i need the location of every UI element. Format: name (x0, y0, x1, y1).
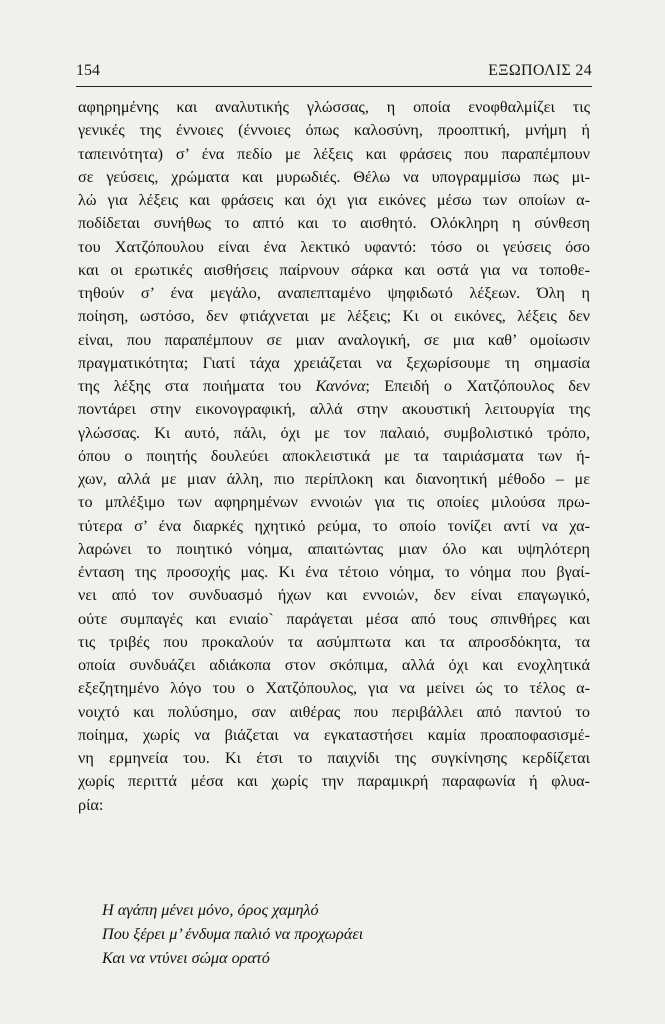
body-line: όπου ο ποιητής δουλεύει αποκλειστικά με τα ταιριάσματα των ή- (78, 446, 590, 465)
body-line: είναι, που παραπέμπουν σε μιαν αναλογική, σε μια καθ’ ομοίωσιν (78, 330, 590, 349)
body-line: λώ για λέξεις και φράσεις και όχι για εικόνες μέσω των οποίων α- (78, 191, 590, 209)
body-line: ποντάρει στην εικονογραφική, αλλά στην ακουστική λειτουργία της (78, 400, 590, 419)
body-line: εξεζητημένο λόγο του ο Χατζόπουλος, για να μείνει ώς το τέλος α- (78, 679, 590, 698)
body-line: τύτερα σ’ ένα διαρκές ηχητικό ρεύμα, το οποίο τονίζει αντί να χα- (78, 516, 590, 535)
journal-title: ΕΞΩΠΟΛΙΣ 24 (488, 62, 592, 79)
body-line: γενικές της έννοιες (έννοιες όπως καλοσύνη, προοπτική, μνήμη ή (78, 121, 590, 140)
body-line: ποδίδεται συνήθως το απτό και το αισθητό. Ολόκληρη η σύνθεση (78, 214, 590, 233)
body-line: γλώσσας. Κι αυτό, πάλι, όχι με τον παλαιό, συμβολιστικό τρόπο, (78, 423, 590, 442)
body-line: ένταση της προσοχής μας. Κι ένα τέτοιο νόημα, το νόημα που βγαί- (78, 563, 590, 581)
body-line: πραγματικότητα; Γιατί τάχα χρειάζεται να ξεχωρίσουμε τη σημασία (78, 353, 590, 372)
body-line: οποία συνδυάζει αδιάκοπα στον σκόπιμα, αλλά όχι και ενοχλητικά (78, 656, 590, 674)
running-header (76, 62, 592, 84)
body-line: τις τριβές που προκαλούν τα ασύμπτωτα και τα απροσδόκητα, τα (78, 632, 590, 651)
body-line: σε γεύσεις, χρώματα και μυρωδιές. Θέλω να υπογραμμίσω πως μι- (78, 167, 590, 186)
page-number: 154 (76, 62, 100, 79)
body-line: νει από τον συνδυασμό ήχων και εννοιών, δεν είναι επαγωγικό, (78, 586, 590, 605)
verse-line: Και να ντύνει σώμα ορατό (102, 949, 270, 967)
body-line: λαρώνει το ποιητικό νόημα, απαιτώντας μιαν όλο και υψηλότερη (78, 539, 590, 558)
body-line: ποίηση, ωστόσο, δεν φτιάχνεται με λέξεις; Κι οι εικόνες, λέξεις δεν (78, 307, 590, 326)
body-line: αφηρημένης και αναλυτικής γλώσσας, η οποία ενοφθαλμίζει τις (78, 98, 590, 116)
body-line: ταπεινότητα) σ’ ένα πεδίο με λέξεις και φράσεις που παραπέμπουν (78, 144, 590, 163)
book-title-italic: Κανόνα (315, 377, 366, 395)
body-line: νοιχτό και πολύσημο, σαν αιθέρας που περιβάλλει από παντού το (78, 702, 590, 721)
body-line: ούτε συμπαγές και ενιαίο` παράγεται μέσα από τους σπινθήρες και (78, 609, 590, 628)
body-line: χωρίς περιττά μέσα και χωρίς την παραμικρή παραφωνία ή φλυα- (78, 772, 590, 791)
body-line: τηθούν σ’ ένα μεγάλο, αναπεπταμένο ψηφιδωτό λέξεων. Όλη η (78, 284, 590, 302)
poem-excerpt (102, 898, 363, 970)
body-line: ποίημα, χωρίς να βιάζεται να εγκαταστήσει καμία προαποφασισμέ- (78, 725, 590, 744)
body-line: ρία: (78, 795, 104, 814)
body-line: της λέξης στα ποιήματα του Κανόνα; Επειδή ο Χατζόπουλος δεν (78, 377, 590, 395)
body-line: το μπλέξιμο των αφηρημένων εννοιών για τις οποίες μιλούσα πρω- (78, 493, 590, 512)
body-line: και οι ερωτικές αισθήσεις παίρνουν σάρκα και οστά για να τοποθε- (78, 260, 590, 279)
verse-line: Που ξέρει μ’ ένδυμα παλιό να προχωράει (102, 925, 364, 943)
body-line: του Χατζόπουλου είναι ένα λεκτικό υφαντό: τόσο οι γεύσεις όσο (78, 237, 590, 256)
body-text (78, 96, 590, 817)
body-line: χων, αλλά με μιαν άλλη, πιο περίπλοκη και διανοητική μέθοδο – με (78, 470, 590, 488)
verse-line: Η αγάπη μένει μόνο, όρος χαμηλό (102, 901, 319, 919)
body-line: νη ερμηνεία του. Κι έτσι το παιχνίδι της συγκίνησης κερδίζεται (78, 749, 590, 767)
header-rule (76, 86, 592, 87)
